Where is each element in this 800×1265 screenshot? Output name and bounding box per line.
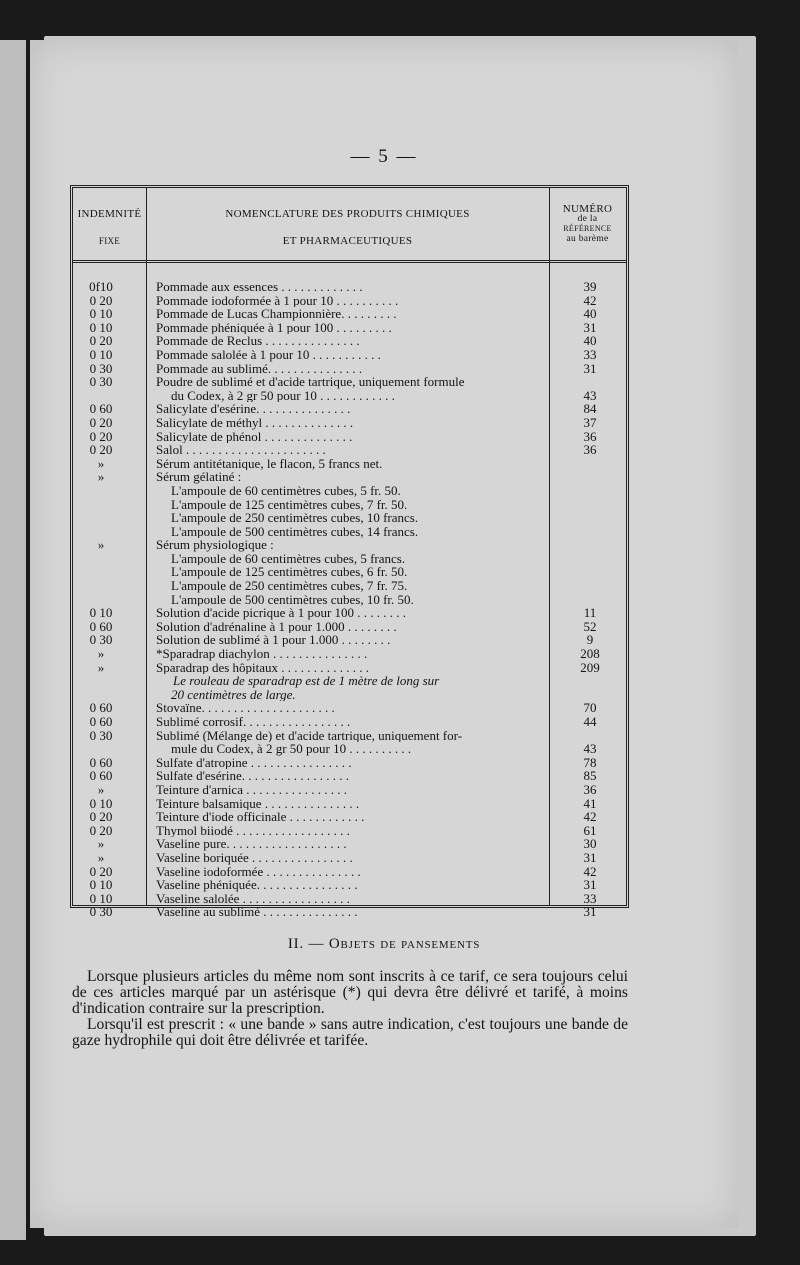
- table-row: [73, 280, 626, 294]
- row-product-name: L'ampoule de 500 centimètres cubes, 14 francs.: [171, 524, 419, 539]
- row-price: 0 30: [89, 904, 113, 920]
- header-reference-line2: de la: [577, 214, 598, 224]
- row-reference-number: 30: [583, 836, 597, 852]
- table-body: [73, 280, 626, 919]
- table-row: [73, 661, 626, 675]
- table-row: [73, 878, 626, 892]
- row-product-name: L'ampoule de 125 centimètres cubes, 7 fr. 50.: [171, 497, 408, 512]
- row-reference-number: 42: [583, 863, 597, 879]
- row-product-name: Vaseline pure. . . . . . . . . . . . . . . . . . .: [156, 837, 347, 851]
- table-row: [73, 810, 626, 824]
- table-row: [73, 321, 626, 335]
- row-price: 0 10: [89, 319, 113, 335]
- header-nomenclature-line2: ET PHARMACEUTIQUES: [282, 235, 413, 247]
- table-row: [73, 837, 626, 851]
- row-reference-number: 84: [583, 401, 597, 417]
- row-product-name: 20 centimètres de large.: [171, 687, 296, 702]
- row-product-name: Teinture balsamique . . . . . . . . . . . . . . .: [156, 796, 360, 811]
- table-row: [73, 674, 626, 688]
- row-reference-number: 11: [583, 605, 597, 621]
- row-product-name: Vaseline iodoformée . . . . . . . . . . . . . . .: [156, 864, 361, 879]
- row-price: 0 20: [89, 333, 113, 349]
- row-product-name: *Sparadrap diachylon . . . . . . . . . . . . . . .: [156, 647, 368, 661]
- table-row: [73, 688, 626, 702]
- row-reference-number: 85: [583, 768, 597, 784]
- section-numeral: II. —: [287, 936, 325, 952]
- page-number: — 5 —: [350, 146, 418, 167]
- table-row: [73, 362, 626, 376]
- row-product-name: L'ampoule de 60 centimètres cubes, 5 fr. 50.: [171, 483, 401, 498]
- table-row: [73, 769, 626, 783]
- table-row: [73, 457, 626, 471]
- row-product-name: L'ampoule de 125 centimètres cubes, 6 fr. 50.: [171, 565, 408, 580]
- row-price: 0 10: [89, 795, 113, 811]
- row-reference-number: 31: [583, 360, 597, 376]
- row-price: 0 60: [89, 618, 113, 634]
- row-reference-number: 33: [583, 890, 597, 906]
- table-row: [73, 334, 626, 348]
- table-row: [73, 783, 626, 797]
- paragraph-2: Lorsqu'il est prescrit : « une bande » sans autre indication, c'est toujours une bande de gaze hydrophile qui doit être délivrée et tarifée.: [72, 1016, 628, 1049]
- price-table: [70, 185, 629, 920]
- row-product-name: Solution d'adrénaline à 1 pour 1.000 . . . . . . . .: [156, 619, 397, 634]
- row-price: 0 10: [89, 890, 113, 906]
- row-product-name: L'ampoule de 250 centimètres cubes, 10 francs.: [171, 511, 419, 525]
- table-row: [73, 389, 626, 403]
- row-price: 0 20: [89, 414, 113, 430]
- row-product-name: Pommade aux essences . . . . . . . . . . . . .: [156, 280, 363, 294]
- row-price: 0 30: [89, 632, 113, 648]
- row-price: 0 20: [89, 292, 113, 308]
- row-reference-number: 9: [586, 632, 594, 648]
- row-product-name: Sulfate d'atropine . . . . . . . . . . . . . . . .: [156, 755, 352, 770]
- table-row: [73, 593, 626, 607]
- row-reference-number: 61: [583, 822, 597, 838]
- row-product-name: Sérum antitétanique, le flacon, 5 francs net.: [156, 456, 383, 471]
- row-product-name: Le rouleau de sparadrap est de 1 mètre de long sur: [173, 674, 440, 688]
- table-row: [73, 620, 626, 634]
- row-reference-number: 42: [583, 809, 597, 825]
- paragraph-1: Lorsque plusieurs articles du même nom sont inscrits à ce tarif, ce sera toujours celui de ces articles marqué par un astérisque (*) qui devra être délivré et tarifé, à moins d'indication contraire sur la prescription.: [72, 968, 628, 1017]
- table-row: [73, 498, 626, 512]
- row-reference-number: 43: [583, 741, 597, 757]
- row-product-name: Sérum physiologique :: [156, 538, 274, 552]
- row-product-name: Sérum gélatiné :: [156, 470, 242, 484]
- header-divider: [73, 260, 626, 263]
- table-row: [73, 756, 626, 770]
- table-row: [73, 470, 626, 484]
- header-reference: [549, 204, 626, 244]
- row-product-name: Stovaïne. . . . . . . . . . . . . . . . . . . . .: [156, 701, 335, 715]
- row-price: »: [97, 781, 105, 797]
- row-reference-number: 39: [583, 279, 597, 294]
- row-reference-number: 31: [583, 904, 597, 920]
- row-product-name: L'ampoule de 60 centimètres cubes, 5 francs.: [171, 551, 406, 566]
- row-product-name: L'ampoule de 250 centimètres cubes, 7 fr. 75.: [171, 579, 408, 593]
- row-product-name: Sulfate d'esérine. . . . . . . . . . . . . . . . .: [156, 769, 349, 783]
- header-nomenclature-line1: NOMENCLATURE DES PRODUITS CHIMIQUES: [225, 208, 470, 220]
- row-product-name: Pommade au sublimé. . . . . . . . . . . . . . .: [156, 361, 363, 376]
- table-row: [73, 742, 626, 756]
- row-reference-number: 31: [583, 849, 597, 865]
- row-reference-number: 36: [583, 428, 597, 444]
- row-product-name: Pommade de Lucas Championnière. . . . . . . . .: [156, 307, 397, 321]
- row-product-name: L'ampoule de 500 centimètres cubes, 10 fr. 50.: [171, 592, 414, 607]
- row-product-name: Solution d'acide picrique à 1 pour 100 . . . . . . . .: [156, 606, 407, 620]
- row-price: »: [97, 537, 105, 553]
- row-reference-number: 208: [580, 646, 600, 662]
- table-row: [73, 511, 626, 525]
- row-price: 0 30: [89, 374, 113, 390]
- header-nomenclature: [146, 208, 549, 248]
- table-row: [73, 307, 626, 321]
- row-price: 0 20: [89, 809, 113, 825]
- row-product-name: du Codex, à 2 gr 50 pour 10 . . . . . . . . . . . .: [171, 388, 395, 403]
- table-row: [73, 824, 626, 838]
- row-product-name: Vaseline phéniquée. . . . . . . . . . . . . . . .: [156, 878, 358, 892]
- table-row: [73, 633, 626, 647]
- table-row: [73, 905, 626, 919]
- row-product-name: Salicylate d'esérine. . . . . . . . . . . . . . .: [156, 402, 351, 416]
- table-row: [73, 375, 626, 389]
- row-price: 0 30: [89, 360, 113, 376]
- row-product-name: Pommade salolée à 1 pour 10 . . . . . . . . . . .: [156, 347, 381, 362]
- table-row: [73, 552, 626, 566]
- row-product-name: Vaseline au sublimé . . . . . . . . . . . . . . .: [156, 905, 358, 919]
- table-row: [73, 701, 626, 715]
- row-price: 0 60: [89, 768, 113, 784]
- row-product-name: Vaseline salolée . . . . . . . . . . . . . . . . .: [156, 891, 350, 906]
- table-row: [73, 797, 626, 811]
- row-reference-number: 31: [583, 319, 597, 335]
- row-product-name: Pommade de Reclus . . . . . . . . . . . . . . .: [156, 334, 360, 348]
- table-row: [73, 865, 626, 879]
- row-reference-number: 40: [583, 306, 597, 322]
- row-price: »: [97, 849, 105, 865]
- row-price: 0 60: [89, 754, 113, 770]
- row-price: 0 10: [89, 306, 113, 322]
- document-page: [30, 40, 738, 1228]
- row-reference-number: 31: [583, 877, 597, 893]
- row-reference-number: 41: [583, 795, 597, 811]
- row-price: »: [97, 659, 105, 675]
- table-row: [73, 402, 626, 416]
- row-product-name: Poudre de sublimé et d'acide tartrique, uniquement formule: [156, 375, 465, 389]
- row-price: 0 20: [89, 863, 113, 879]
- table-row: [73, 729, 626, 743]
- table-row: [73, 294, 626, 308]
- row-reference-number: 44: [583, 714, 597, 729]
- row-reference-number: 52: [583, 618, 597, 634]
- row-product-name: Sparadrap des hôpitaux . . . . . . . . . . . . . .: [156, 660, 370, 675]
- section-title: [30, 936, 738, 953]
- row-price: 0 30: [89, 727, 113, 743]
- header-indemnite-line1: INDEMNITÉ: [77, 208, 142, 220]
- table-row: [73, 416, 626, 430]
- row-reference-number: 40: [583, 333, 597, 349]
- row-price: »: [97, 469, 105, 485]
- table-row: [73, 348, 626, 362]
- row-product-name: Thymol biiodé . . . . . . . . . . . . . . . . . .: [156, 823, 350, 838]
- row-product-name: Sublimé corrosif. . . . . . . . . . . . . . . . .: [156, 715, 351, 729]
- row-product-name: Teinture d'arnica . . . . . . . . . . . . . . . .: [156, 782, 347, 797]
- table-row: [73, 443, 626, 457]
- row-reference-number: 42: [583, 292, 597, 308]
- row-price: 0 20: [89, 442, 113, 458]
- row-price: 0 20: [89, 428, 113, 444]
- header-indemnite: [73, 208, 146, 248]
- header-reference-line1: NUMÉRO: [562, 203, 613, 215]
- header-indemnite-line2: FIXE: [98, 236, 121, 246]
- row-product-name: Pommade phéniquée à 1 pour 100 . . . . . . . . .: [156, 320, 392, 335]
- row-reference-number: 70: [583, 700, 597, 716]
- row-price: »: [97, 836, 105, 852]
- header-reference-line4: au barème: [566, 234, 609, 244]
- header-reference-line3: RÉFÉRENCE: [563, 224, 612, 233]
- row-price: 0 10: [89, 877, 113, 893]
- row-price: 0 10: [89, 605, 113, 621]
- table-row: [73, 606, 626, 620]
- row-reference-number: 37: [583, 414, 597, 430]
- row-price: 0 10: [89, 346, 113, 362]
- row-reference-number: 43: [583, 387, 597, 403]
- facing-page-edge: [0, 40, 26, 1240]
- row-price: »: [97, 646, 105, 662]
- row-reference-number: 33: [583, 346, 597, 362]
- table-row: [73, 525, 626, 539]
- table-row: [73, 851, 626, 865]
- row-price: 0 60: [89, 700, 113, 716]
- row-reference-number: 209: [580, 659, 600, 675]
- row-product-name: Solution de sublimé à 1 pour 1.000 . . . . . . . .: [156, 633, 391, 648]
- row-product-name: Vaseline boriquée . . . . . . . . . . . . . . . .: [156, 850, 353, 865]
- row-reference-number: 36: [583, 781, 597, 797]
- row-product-name: Salicylate de méthyl . . . . . . . . . . . . . .: [156, 415, 354, 430]
- row-price: 0 60: [89, 401, 113, 417]
- table-row: [73, 892, 626, 906]
- row-product-name: Salol . . . . . . . . . . . . . . . . . . . . . .: [156, 443, 326, 457]
- table-row: [73, 430, 626, 444]
- row-price: 0 20: [89, 822, 113, 838]
- table-row: [73, 715, 626, 729]
- row-price: »: [97, 455, 105, 471]
- table-row: [73, 565, 626, 579]
- row-product-name: mule du Codex, à 2 gr 50 pour 10 . . . . . . . . . .: [171, 742, 412, 756]
- row-product-name: Sublimé (Mélange de) et d'acide tartrique, uniquement for-: [156, 728, 463, 743]
- row-product-name: Pommade iodoformée à 1 pour 10 . . . . . . . . . .: [156, 293, 399, 308]
- row-price: 0f10: [89, 279, 113, 294]
- table-row: [73, 647, 626, 661]
- table-row: [73, 538, 626, 552]
- table-row: [73, 579, 626, 593]
- section-title-text: Objets de pansements: [328, 936, 481, 952]
- row-reference-number: 78: [583, 754, 597, 770]
- row-price: 0 60: [89, 714, 113, 729]
- table-row: [73, 484, 626, 498]
- row-product-name: Salicylate de phénol . . . . . . . . . . . . . .: [156, 429, 353, 444]
- row-product-name: Teinture d'iode officinale . . . . . . . . . . . .: [156, 810, 365, 824]
- row-reference-number: 36: [583, 442, 597, 458]
